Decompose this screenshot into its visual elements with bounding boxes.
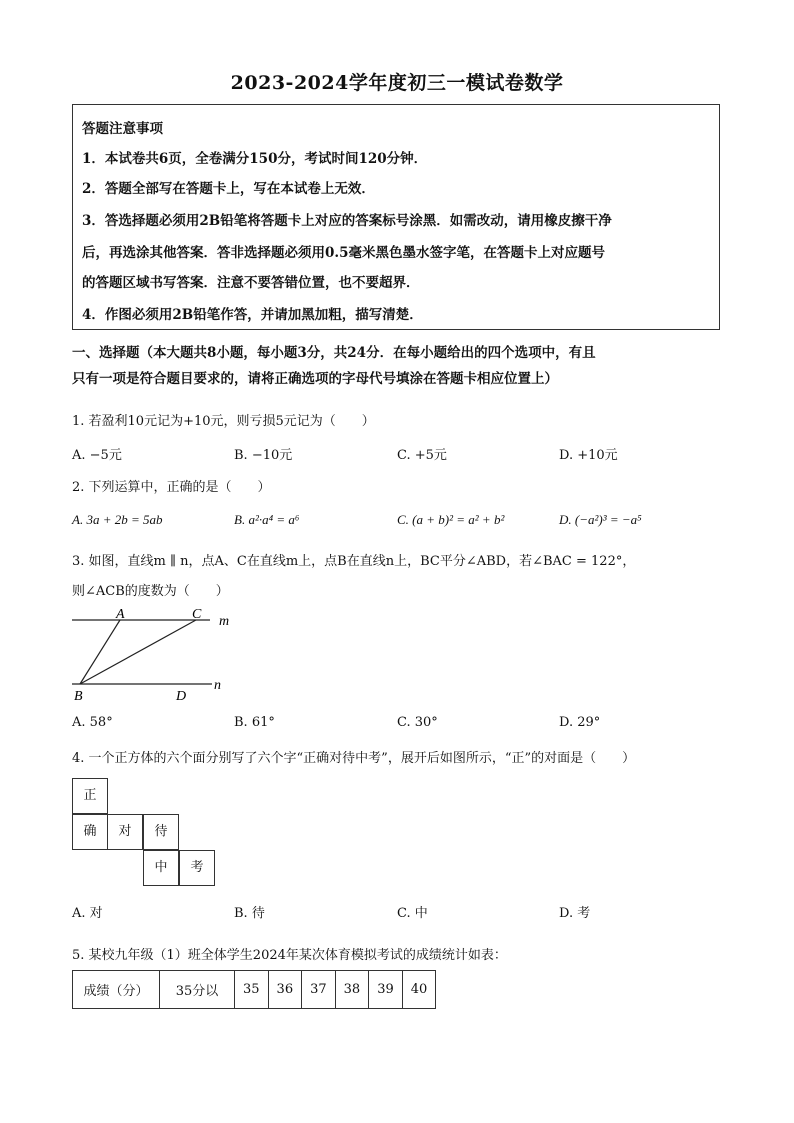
question-2-stem: 2. 下列运算中，正确的是（ ） — [72, 480, 271, 495]
table-cell: 36 — [268, 971, 302, 1009]
question-1-option-c[interactable]: C. +5元 — [397, 448, 447, 463]
question-3-figure — [66, 604, 236, 704]
question-4-option-a[interactable]: A. 对 — [72, 906, 103, 921]
table-cell-header: 成绩（分） — [73, 971, 160, 1009]
point-b-label: B — [74, 689, 83, 704]
net-cell-que: 确 — [72, 814, 108, 850]
question-2-option-b[interactable]: B. a²·a⁴ = a⁶ — [234, 512, 300, 527]
question-4-option-c[interactable]: C. 中 — [397, 906, 428, 921]
line-m-label: m — [219, 614, 230, 629]
net-cell-kao: 考 — [179, 850, 215, 886]
section-line-1: 一、选择题（本大题共8小题，每小题3分，共24分．在每小题给出的四个选项中，有且 — [72, 345, 596, 361]
notice-line-3: 3．答选择题必须用2B铅笔将答题卡上对应的答案标号涂黑．如需改动，请用橡皮擦干净 — [82, 213, 612, 229]
notice-line-4: 后，再选涂其他答案．答非选择题必须用0.5毫米黑色墨水签字笔，在答题卡上对应题号 — [82, 245, 605, 261]
question-2-option-a[interactable]: A. 3a + 2b = 5ab — [72, 512, 163, 527]
question-3-stem: 3. 如图，直线m ∥ n，点A、C在直线m上，点B在直线n上，BC平分∠ABD，若∠BAC = 122°， — [72, 554, 636, 569]
question-2-option-d[interactable]: D. (−a²)³ = −a⁵ — [559, 512, 642, 527]
section-line-2: 只有一项是符合题目要求的，请将正确选项的字母代号填涂在答题卡相应位置上） — [72, 371, 558, 387]
segment-ab — [80, 620, 120, 684]
question-1-stem: 1. 若盈利10元记为+10元，则亏损5元记为（ ） — [72, 414, 375, 429]
section-heading — [72, 340, 722, 392]
question-1-option-b[interactable]: B. −10元 — [234, 448, 293, 463]
table-cell: 35 — [235, 971, 269, 1009]
question-3-stem-2: 则∠ACB的度数为（ ） — [72, 584, 229, 599]
question-4-option-d[interactable]: D. 考 — [559, 906, 591, 921]
notice-heading: 答题注意事项 — [82, 121, 163, 137]
line-n-label: n — [214, 678, 221, 693]
notice-line-5: 的答题区域书写答案．注意不要答错位置，也不要超界． — [82, 275, 420, 291]
question-3-option-a[interactable]: A. 58° — [72, 715, 113, 730]
question-1-option-d[interactable]: D. +10元 — [559, 448, 618, 463]
question-3-option-b[interactable]: B. 61° — [234, 715, 275, 730]
segment-bc — [80, 620, 196, 684]
question-4-stem: 4. 一个正方体的六个面分别写了六个字“正确对待中考”，展开后如图所示，“正”的对面是（ ） — [72, 751, 636, 766]
net-cell-dui: 对 — [107, 814, 143, 850]
page-title: 2023-2024学年度初三一模试卷数学 — [230, 72, 564, 94]
net-cell-zhong: 中 — [143, 850, 179, 886]
net-cell-dai: 待 — [143, 814, 179, 850]
table-row — [73, 971, 436, 1009]
table-cell: 37 — [302, 971, 336, 1009]
notice-line-6: 4．作图必须用2B铅笔作答，并请加黑加粗，描写清楚． — [82, 307, 423, 323]
question-5-stem: 5. 某校九年级（1）班全体学生2024年某次体育模拟考试的成绩统计如表： — [72, 948, 507, 963]
notice-line-1: 1．本试卷共6页，全卷满分150分，考试时间120分钟． — [82, 151, 428, 167]
score-table — [72, 970, 436, 1009]
question-3-option-c[interactable]: C. 30° — [397, 715, 438, 730]
question-3-option-d[interactable]: D. 29° — [559, 715, 601, 730]
point-d-label: D — [176, 689, 187, 704]
question-2-option-c[interactable]: C. (a + b)² = a² + b² — [397, 512, 505, 527]
net-cell-zheng: 正 — [72, 778, 108, 814]
point-c-label: C — [192, 607, 202, 622]
question-4-option-b[interactable]: B. 待 — [234, 906, 265, 921]
table-cell: 38 — [335, 971, 369, 1009]
table-cell: 39 — [369, 971, 403, 1009]
table-cell: 40 — [402, 971, 436, 1009]
point-a-label: A — [116, 607, 125, 622]
question-1-option-a[interactable]: A. −5元 — [72, 448, 122, 463]
table-cell: 35分以 — [160, 971, 235, 1009]
notice-line-2: 2．答题全部写在答题卡上，写在本试卷上无效． — [82, 181, 375, 197]
notice-box — [72, 104, 720, 330]
